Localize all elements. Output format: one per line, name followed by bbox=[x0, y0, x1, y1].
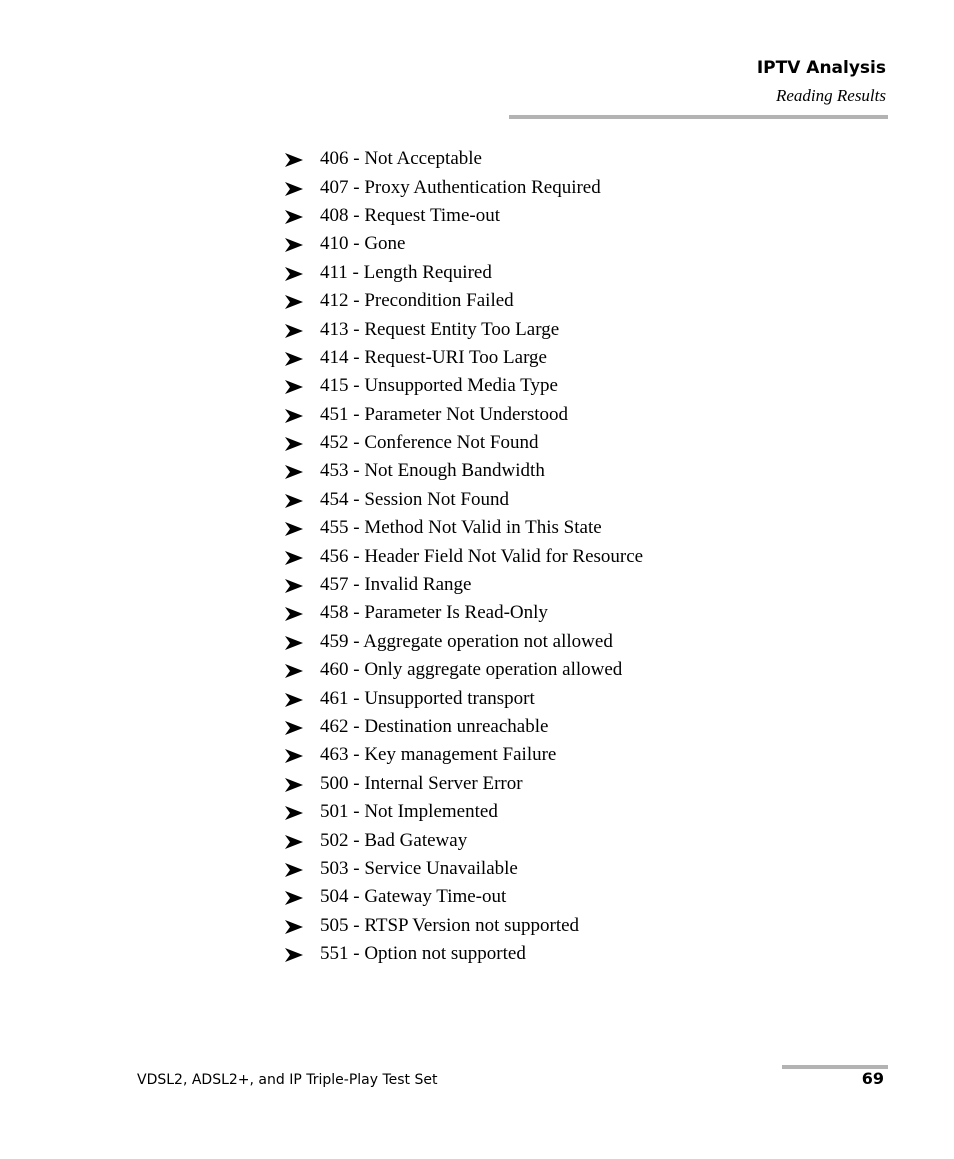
arrowhead-bullet-icon bbox=[285, 804, 320, 820]
list-item-text: 501 - Not Implemented bbox=[320, 801, 498, 823]
list-item-text: 415 - Unsupported Media Type bbox=[320, 375, 558, 397]
arrowhead-bullet-icon bbox=[285, 605, 320, 621]
list-item-text: 406 - Not Acceptable bbox=[320, 148, 482, 170]
list-item-text: 463 - Key management Failure bbox=[320, 744, 557, 766]
list-item-text: 461 - Unsupported transport bbox=[320, 687, 535, 709]
list-item bbox=[285, 173, 643, 201]
arrowhead-bullet-icon bbox=[285, 634, 320, 650]
arrowhead-bullet-icon bbox=[285, 662, 320, 678]
list-item bbox=[285, 259, 643, 287]
arrowhead-bullet-icon bbox=[285, 208, 320, 224]
section-subtitle: Reading Results bbox=[775, 86, 886, 105]
list-item bbox=[285, 798, 643, 826]
list-item-text: 414 - Request-URI Too Large bbox=[320, 346, 547, 368]
list-item-text: 457 - Invalid Range bbox=[320, 574, 472, 596]
list-item-text: 502 - Bad Gateway bbox=[320, 829, 468, 851]
arrowhead-bullet-icon bbox=[285, 889, 320, 905]
list-item bbox=[285, 741, 643, 769]
list-item-text: 462 - Destination unreachable bbox=[320, 716, 549, 737]
list-item bbox=[285, 912, 643, 940]
list-item-text: 410 - Gone bbox=[320, 233, 406, 255]
list-item bbox=[285, 883, 643, 911]
list-item bbox=[285, 401, 643, 429]
list-item-text: 500 - Internal Server Error bbox=[320, 772, 523, 794]
list-item-text: 504 - Gateway Time-out bbox=[320, 886, 507, 908]
list-item bbox=[285, 542, 643, 570]
list-item bbox=[285, 571, 643, 599]
arrowhead-bullet-icon bbox=[285, 378, 320, 394]
arrowhead-bullet-icon bbox=[285, 520, 320, 536]
list-item bbox=[285, 344, 643, 372]
arrowhead-bullet-icon bbox=[285, 151, 320, 167]
list-item-text: 412 - Precondition Failed bbox=[320, 290, 514, 312]
list-item bbox=[285, 713, 643, 741]
list-item bbox=[285, 684, 643, 712]
arrowhead-bullet-icon bbox=[285, 747, 320, 763]
list-item-text: 411 - Length Required bbox=[320, 261, 492, 283]
arrowhead-bullet-icon bbox=[285, 861, 320, 877]
list-item-text: 452 - Conference Not Found bbox=[320, 432, 539, 454]
list-item bbox=[285, 429, 643, 457]
arrowhead-bullet-icon bbox=[285, 918, 320, 934]
arrowhead-bullet-icon bbox=[285, 180, 320, 196]
arrowhead-bullet-icon bbox=[285, 407, 320, 423]
list-item-text: 456 - Header Field Not Valid for Resource bbox=[320, 545, 644, 567]
list-item bbox=[285, 940, 643, 968]
list-item bbox=[285, 826, 643, 854]
list-item-text: 451 - Parameter Not Understood bbox=[320, 403, 568, 425]
arrowhead-bullet-icon bbox=[285, 719, 320, 735]
arrowhead-bullet-icon bbox=[285, 946, 320, 962]
arrowhead-bullet-icon bbox=[285, 463, 320, 479]
list-item-text: 455 - Method Not Valid in This State bbox=[320, 517, 602, 539]
list-item bbox=[285, 656, 643, 684]
list-item-text: 453 - Not Enough Bandwidth bbox=[320, 460, 545, 482]
arrowhead-bullet-icon bbox=[285, 265, 320, 281]
list-item-text: 503 - Service Unavailable bbox=[320, 857, 518, 879]
list-item-text: 408 - Request Time-out bbox=[320, 204, 500, 226]
arrowhead-bullet-icon bbox=[285, 435, 320, 451]
page-number: 69 bbox=[861, 1069, 884, 1088]
page-header bbox=[757, 56, 886, 108]
list-item-text: 413 - Request Entity Too Large bbox=[320, 318, 560, 340]
header-divider bbox=[509, 115, 888, 119]
section-title: IPTV Analysis bbox=[756, 58, 886, 78]
list-item bbox=[285, 315, 643, 343]
status-code-list bbox=[285, 145, 643, 968]
list-item-text: 505 - RTSP Version not supported bbox=[320, 914, 580, 936]
list-item bbox=[285, 770, 643, 798]
list-item bbox=[285, 486, 643, 514]
arrowhead-bullet-icon bbox=[285, 833, 320, 849]
list-item bbox=[285, 202, 643, 230]
list-item bbox=[285, 230, 643, 258]
arrowhead-bullet-icon bbox=[285, 691, 320, 707]
arrowhead-bullet-icon bbox=[285, 577, 320, 593]
list-item bbox=[285, 372, 643, 400]
arrowhead-bullet-icon bbox=[285, 350, 320, 366]
list-item bbox=[285, 599, 643, 627]
list-item bbox=[285, 855, 643, 883]
list-item-text: 460 - Only aggregate operation allowed bbox=[320, 659, 623, 681]
arrowhead-bullet-icon bbox=[285, 236, 320, 252]
list-item-text: 454 - Session Not Found bbox=[320, 488, 509, 510]
list-item bbox=[285, 628, 643, 656]
list-item bbox=[285, 514, 643, 542]
arrowhead-bullet-icon bbox=[285, 293, 320, 309]
arrowhead-bullet-icon bbox=[285, 776, 320, 792]
arrowhead-bullet-icon bbox=[285, 492, 320, 508]
arrowhead-bullet-icon bbox=[285, 322, 320, 338]
list-item-text: 407 - Proxy Authentication Required bbox=[320, 176, 601, 198]
list-item-text: 458 - Parameter Is Read-Only bbox=[320, 602, 548, 624]
list-item bbox=[285, 287, 643, 315]
list-item-text: 459 - Aggregate operation not allowed bbox=[320, 630, 613, 652]
list-item bbox=[285, 145, 643, 173]
footer-product-name: VDSL2, ADSL2+, and IP Triple-Play Test Set bbox=[137, 1072, 438, 1088]
list-item bbox=[285, 457, 643, 485]
list-item-text: 551 - Option not supported bbox=[320, 943, 526, 965]
arrowhead-bullet-icon bbox=[285, 549, 320, 565]
